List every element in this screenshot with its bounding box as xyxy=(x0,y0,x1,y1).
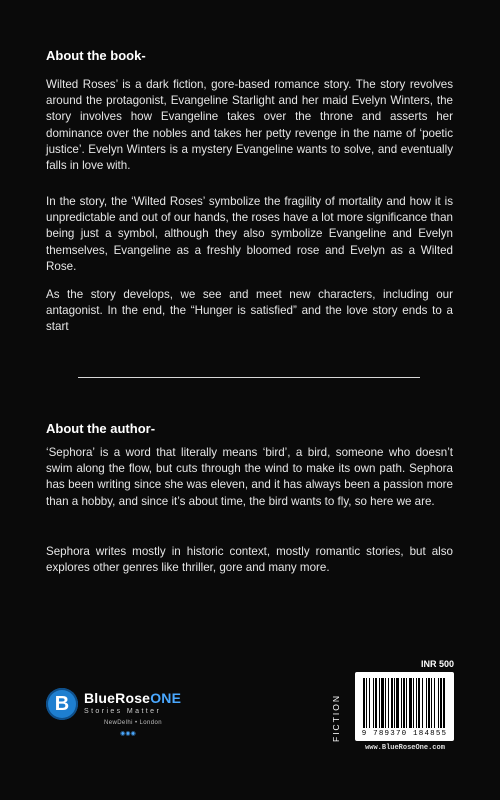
social-icons: ◉◉◉ xyxy=(120,731,136,737)
barcode-icon xyxy=(355,672,454,730)
genre-text: FICTION xyxy=(331,694,341,742)
publisher-website: www.BlueRoseOne.com xyxy=(365,744,445,752)
about-book-paragraph-2: In the story, the ‘Wilted Roses’ symbolize the fragility of mortality and how it is unpredictable and out of our hands, the roses have a lot more significance than being just a symbol, although they also symbolize Evangeline and Evelyn themselves, Evangeline as a freshly bloomed rose and Evelyn as a Wilted Rose. xyxy=(46,195,453,273)
about-book-heading: About the book- xyxy=(46,48,146,63)
publisher-name-part1: BlueRose xyxy=(84,690,151,706)
about-book-paragraph-1: Wilted Roses’ is a dark fiction, gore-based romance story. The story revolves around the protagonist, Evangeline Starlight and her maid Evelyn Winters, the story involves how Evangeline takes over the throne and asserts her dominance over the nobles and takes her petty revenge in the name of ‘poetic justice’. Evelyn Winters is a mystery Evangeline wants to solve, and eventually falls in love with. xyxy=(46,78,453,173)
barcode-bar xyxy=(369,678,370,728)
isbn-number: 9 789370 184855 xyxy=(361,730,448,738)
publisher-cities: NewDelhi • London xyxy=(104,720,162,726)
publisher-name xyxy=(84,690,181,706)
barcode-bar xyxy=(416,678,417,728)
barcode-bar xyxy=(366,678,367,728)
barcode-bar xyxy=(375,678,377,728)
barcode-bar xyxy=(413,678,414,728)
barcode-bar xyxy=(418,678,420,728)
publisher-logo xyxy=(46,688,221,738)
about-author-heading: About the author- xyxy=(46,421,156,436)
barcode-bar xyxy=(406,678,407,728)
barcode-bar xyxy=(394,678,395,728)
barcode-bar xyxy=(388,678,389,728)
barcode-bar xyxy=(443,678,445,728)
barcode-bar xyxy=(431,678,432,728)
barcode-bar xyxy=(403,678,405,728)
barcode-bar xyxy=(409,678,412,728)
barcode-bar xyxy=(401,678,402,728)
barcode-bar xyxy=(385,678,386,728)
barcode-bar xyxy=(434,678,435,728)
barcode-bar xyxy=(381,678,384,728)
barcode-bar xyxy=(363,678,365,728)
barcode-bar xyxy=(396,678,399,728)
publisher-tagline: Stories Matter xyxy=(84,708,162,715)
publisher-name-part2: ONE xyxy=(150,690,182,706)
barcode-bar xyxy=(422,678,423,728)
barcode-bar xyxy=(391,678,393,728)
barcode-bar xyxy=(379,678,380,728)
about-author-paragraph-1: ‘Sephora’ is a word that literally means ‘bird’, a bird, someone who doesn’t swim along the flow, but cuts through the wind to make its own path. Sephora has been writing since she was eleven, and it has always been a passion more than a hobby, and since it’s about time, the bird wants to fly, so here we are. xyxy=(46,446,453,508)
about-book-paragraph-3: As the story develops, we see and meet new characters, including our antagonist. In the end, the “Hunger is satisfied” and the love story ends to a start xyxy=(46,288,453,334)
publisher-logo-letter: B xyxy=(54,693,70,715)
barcode-bar xyxy=(438,678,439,728)
isbn-barcode xyxy=(355,672,454,741)
about-author-paragraph-2: Sephora writes mostly in historic context, mostly romantic stories, but also explores other genres like thriller, gore and many more. xyxy=(46,545,453,575)
barcode-bar xyxy=(440,678,442,728)
price-label: INR 500 xyxy=(421,659,455,669)
barcode-bar xyxy=(373,678,374,728)
barcode-bar xyxy=(428,678,430,728)
section-divider xyxy=(78,377,420,378)
genre-label xyxy=(330,688,342,748)
barcode-bar xyxy=(426,678,427,728)
